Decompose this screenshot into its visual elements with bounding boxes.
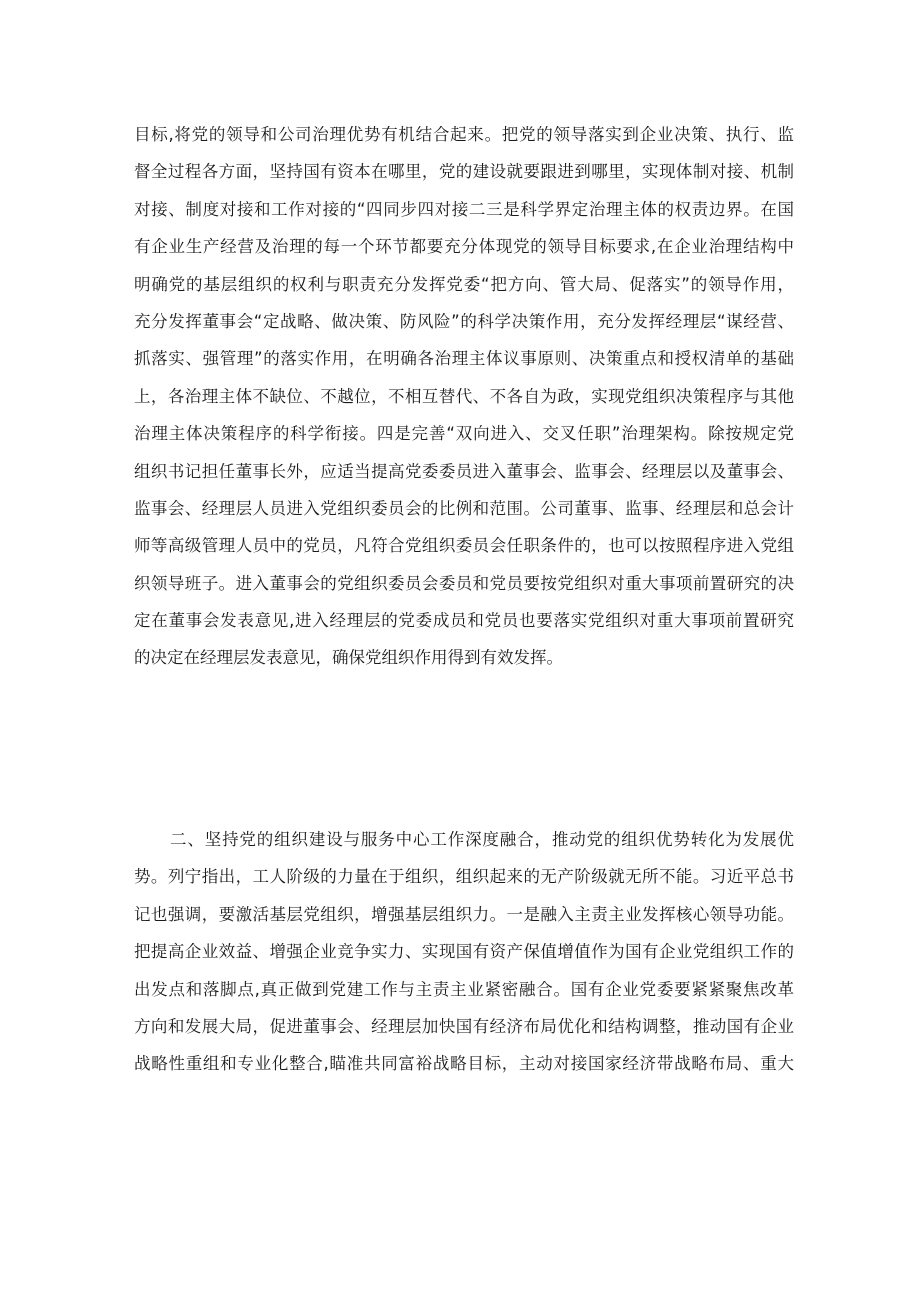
paragraph-line: 战略性重组和专业化整合,瞄准共同富裕战略目标，主动对接国家经济带战略布局、重大 (134, 1054, 794, 1074)
paragraph-line: 监事会、经理层人员进入党组织委员会的比例和范围。公司董事、监事、经理层和总会计 (134, 498, 794, 518)
paragraph-line: 抓落实、强管理”的落实作用，在明确各治理主体议事原则、决策重点和授权清单的基础 (134, 349, 794, 369)
paragraph-line: 织领导班子。进入董事会的党组织委员会委员和党员要按党组织对重大事项前置研究的决 (134, 573, 794, 593)
paragraph-line: 有企业生产经营及治理的每一个环节都要充分体现党的领导目标要求,在企业治理结构中 (134, 237, 794, 257)
paragraph-line: 记也强调，要激活基层党组织，增强基层组织力。一是融入主责主业发挥核心领导功能。 (134, 904, 794, 924)
paragraph-line: 师等高级管理人员中的党员，凡符合党组织委员会任职条件的，也可以按照程序进入党组 (134, 536, 794, 556)
paragraph-line: 对接、制度对接和工作对接的“四同步四对接二三是科学界定治理主体的权责边界。在国 (134, 199, 794, 219)
paragraph-line: 充分发挥董事会“定战略、做决策、防风险”的科学决策作用，充分发挥经理层“谋经营、 (134, 311, 794, 331)
paragraph-line: 方向和发展大局，促进董事会、经理层加快国有经济布局优化和结构调整，推动国有企业 (134, 1016, 794, 1036)
paragraph-line: 治理主体决策程序的科学衔接。四是完善“双向进入、交叉任职”治理架构。除按规定党 (134, 424, 794, 444)
paragraph-line: 明确党的基层组织的权利与职责充分发挥党委“把方向、管大局、促落实”的领导作用， (134, 274, 794, 294)
paragraph-line: 出发点和落脚点,真正做到党建工作与主责主业紧密融合。国有企业党委要紧紧聚焦改革 (134, 979, 794, 999)
paragraph-line: 势。列宁指出，工人阶级的力量在于组织，组织起来的无产阶级就无所不能。习近平总书 (134, 867, 794, 887)
paragraph-line: 定在董事会发表意见,进入经理层的党委成员和党员也要落实党组织对重大事项前置研究 (134, 611, 794, 631)
paragraph-line: 二、坚持党的组织建设与服务中心工作深度融合，推动党的组织优势转化为发展优 (170, 830, 794, 849)
paragraph-line: 督全过程各方面，坚持国有资本在哪里，党的建设就要跟进到哪里，实现体制对接、机制 (134, 162, 794, 182)
paragraph-line: 把提高企业效益、增强企业竞争实力、实现国有资产保值增值作为国有企业党组织工作的 (134, 942, 794, 962)
paragraph-line: 目标,将党的领导和公司治理优势有机结合起来。把党的领导落实到企业决策、执行、监 (134, 125, 794, 144)
paragraph-line: 的决定在经理层发表意见，确保党组织作用得到有效发挥。 (134, 648, 563, 668)
paragraph-line: 组织书记担任董事长外，应适当提高党委委员进入董事会、监事会、经理层以及董事会、 (134, 461, 794, 481)
paragraph-2 (134, 821, 794, 1083)
paragraph-1 (134, 116, 794, 677)
paragraph-line: 上，各治理主体不缺位、不越位，不相互替代、不各自为政，实现党组织决策程序与其他 (134, 386, 794, 406)
